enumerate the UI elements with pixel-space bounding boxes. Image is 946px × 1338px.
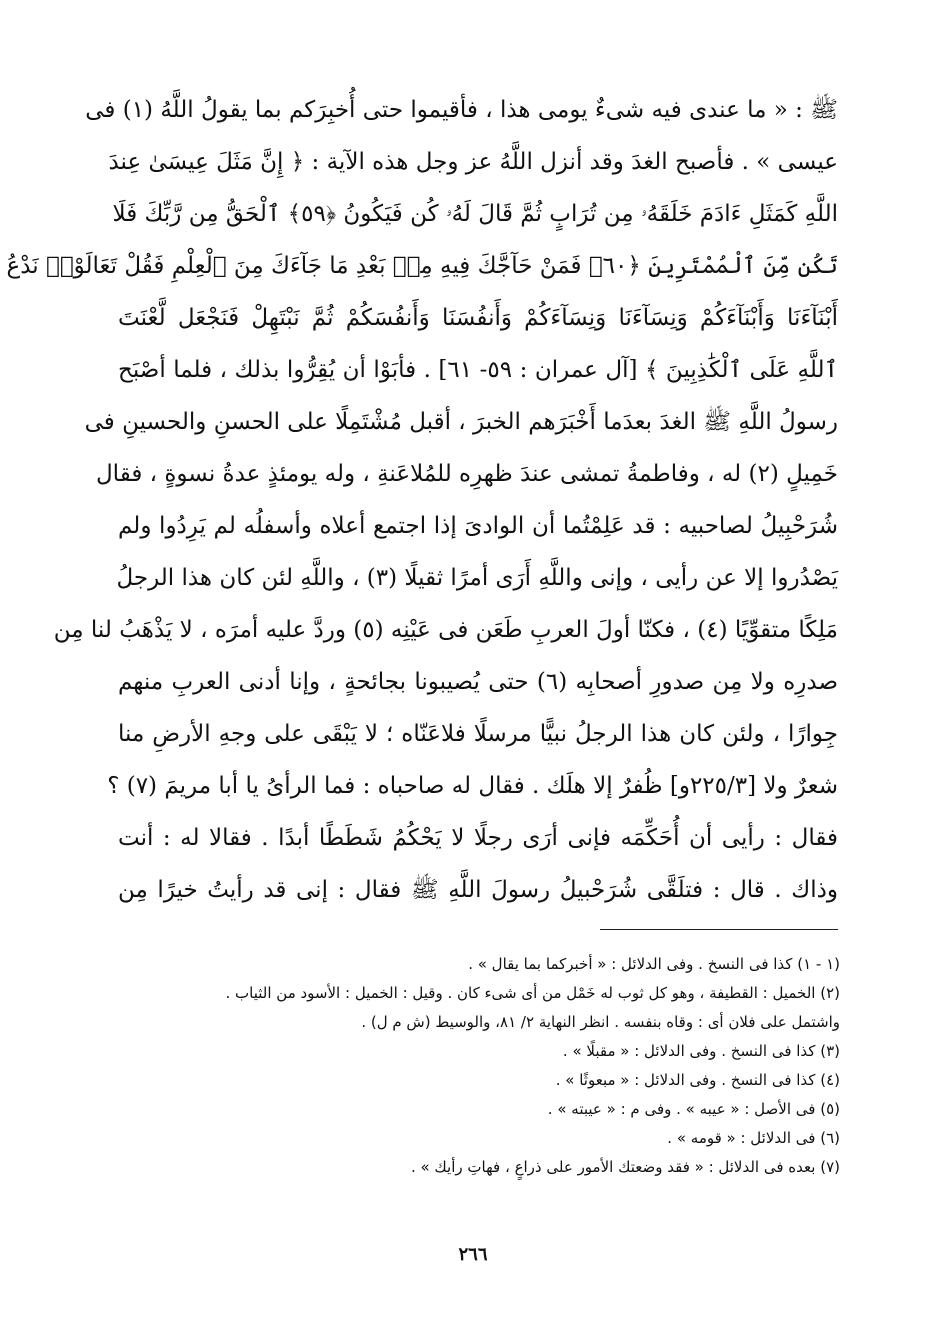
text-line: مَلِكًا متقوِّيًا (٤) ، فكنّا أولَ العربِ طَعَن فى عَيْنِه (٥) وردَّ عليه أمرَه ، لا يَذْهَبُ لنا مِن: [53, 617, 838, 643]
text-line: ٱللَّهِ عَلَى ٱلْكَٰذِبِينَ ﴾ [آل عمران : ٥٩- ٦١] . فأبَوْا أن يُقِرُّوا بذلك ، فلما أصْبَح: [118, 357, 838, 383]
text-line: تَكُن مِّنَ ٱلْمُمْتَرِينَ ﴿٦٠﴾ فَمَنْ حَآجَّكَ فِيهِ مِنۢ بَعْدِ مَا جَآءَكَ مِنَ ٱلْعِلْمِ فَقُلْ تَعَالَوْا۟ نَدْعُ: [6, 253, 838, 279]
footnote: (١ - ١) كذا فى النسخ . وفى الدلائل : « أخبركما بما يقال » .: [468, 955, 840, 973]
text-line: صدرِه ولا مِن صدورِ أصحابِه (٦) حتى يُصيبونا بجائحةٍ ، وإنا أدنى العربِ منهم: [118, 669, 838, 695]
page-number: ٢٦٦: [458, 1244, 488, 1265]
text-line: رسولُ اللَّهِ ﷺ الغدَ بعدَما أَخْبَرَهم الخبرَ ، أقبل مُشْتَمِلًا على الحسنِ والحسينِ فى: [84, 409, 838, 435]
main-text: [6, 84, 838, 916]
text-line: يَصْدُروا إلا عن رأيى ، وإنى واللَّهِ أَرَى أمرًا ثقيلًا (٣) ، واللَّهِ لئن كان هذا الرجلُ: [116, 565, 838, 591]
footnote: (٢) الخميل : القطيفة ، وهو كل ثوب له خَمْل من أى شىء كان . وقيل : الخميل : الأسود من الثياب .: [225, 984, 840, 1002]
footnote-separator: [600, 929, 838, 930]
footnote: واشتمل على فلان أى : وقاه بنفسه . انظر النهاية ٢/ ٨١، والوسيط (ش م ل) .: [361, 1013, 840, 1031]
text-line: شُرَحْبِيلُ لصاحبيه : قد عَلِمْتُما أن الوادىَ إذا اجتمع أعلاه وأسفلُه لم يَرِدُوا ولم: [118, 513, 838, 539]
text-line: اللَّهِ كَمَثَلِ ءَادَمَ خَلَقَهُۥ مِن تُرَابٍ ثُمَّ قَالَ لَهُۥ كُن فَيَكُونُ ﴿٥٩﴾ ٱلْحَقُّ مِن رَّبِّكَ فَلَا: [112, 201, 838, 227]
footnote: (٥) فى الأصل : « عيبه » . وفى م : « عيبته » .: [547, 1100, 840, 1118]
text-line: عيسى » . فأصبح الغدَ وقد أنزل اللَّهُ عز وجل هذه الآية : ﴿ إِنَّ مَثَلَ عِيسَىٰ عِندَ: [108, 149, 838, 175]
footnotes: [150, 950, 840, 1182]
text-line: خَمِيلٍ (٢) له ، وفاطمةُ تمشى عندَ ظهرِه للمُلاعَنةِ ، وله يومئذٍ عدةُ نسوةٍ ، فقال: [95, 461, 838, 487]
text-line: ﷺ : « ما عندى فيه شىءٌ يومى هذا ، فأقيموا حتى أُخبِرَكم بما يقولُ اللَّهُ (١) فى: [85, 97, 838, 123]
text-line: شعرٌ ولا [٢٢٥/٣و] ظُفرٌ إلا هلَك . فقال له صاحباه : فما الرأىُ يا أبا مريمَ (٧) ؟: [107, 773, 838, 799]
text-line: أَبْنَآءَنَا وَأَبْنَآءَكُمْ وَنِسَآءَنَا وَنِسَآءَكُمْ وَأَنفُسَنَا وَأَنفُسَكُمْ ثُمَّ نَبْتَهِلْ فَنَجْعَل لَّعْنَتَ: [118, 305, 838, 331]
text-line: وذاك . قال : فتلَقَّى شُرَحْبيلُ رسولَ اللَّهِ ﷺ فقال : إنى قد رأيتُ خيرًا مِن: [118, 877, 838, 903]
footnote: (٦) فى الدلائل : « قومه » .: [667, 1129, 840, 1147]
text-line: جِوارًا ، ولئن كان هذا الرجلُ نبيًّا مرسلًا فلاعَنّاه ؛ لا يَبْقَى على وجهِ الأرضِ منا: [118, 721, 838, 747]
footnote: (٣) كذا فى النسخ . وفى الدلائل : « مقبلًا » .: [562, 1042, 840, 1060]
footnote: (٧) بعده فى الدلائل : « فقد وضعتك الأمور على ذراعٍ ، فهاتِ رأيك » .: [410, 1158, 840, 1176]
text-line: فقال : رأيى أن أُحَكِّمَه فإنى أرَى رجلًا لا يَحْكُمُ شَطَطًا أبدًا . فقالا له : أنت: [118, 825, 838, 851]
footnote: (٤) كذا فى النسخ . وفى الدلائل : « مبعوثًا » .: [555, 1071, 840, 1089]
